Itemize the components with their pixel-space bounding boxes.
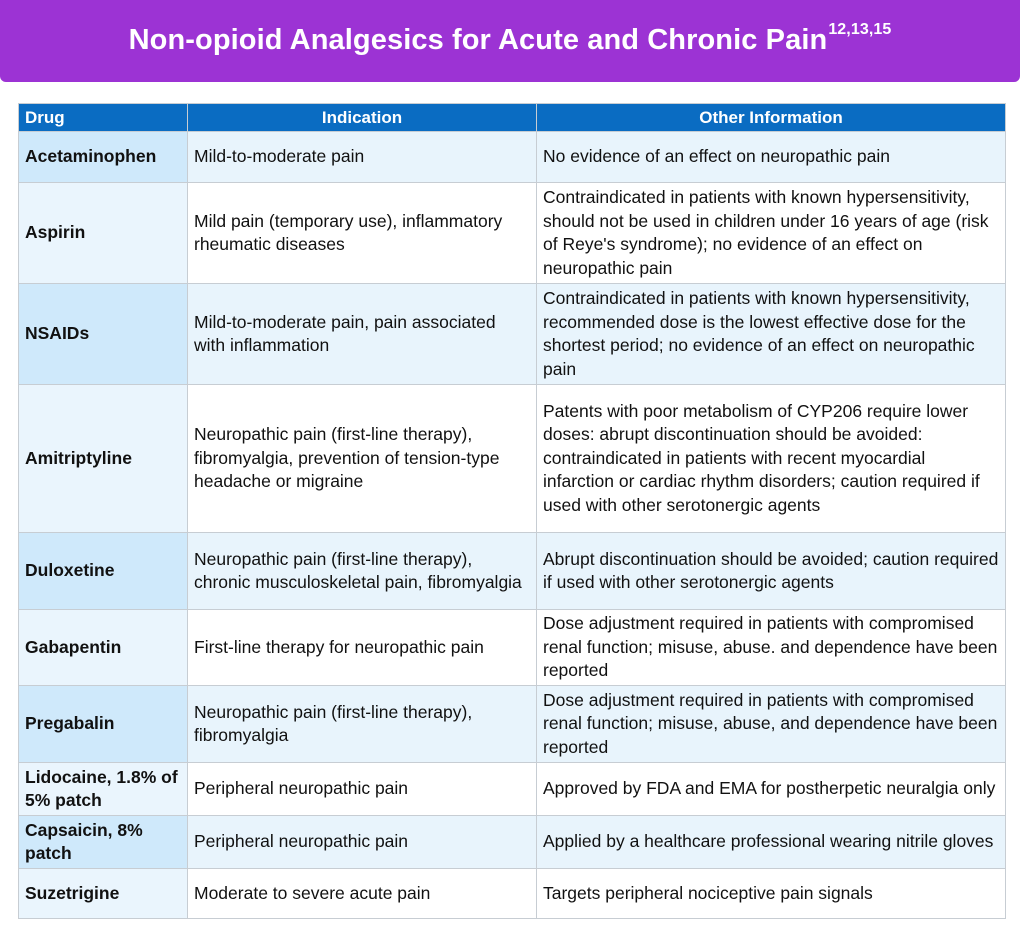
drug-cell: Capsaicin, 8% patch [19,816,188,869]
info-cell: Dose adjustment required in patients with compromised renal function; misuse, abuse. and dependence have been reported [537,610,1006,686]
info-cell: Abrupt discontinuation should be avoided; caution required if used with other serotonergic agents [537,533,1006,610]
indication-cell: First-line therapy for neuropathic pain [188,610,537,686]
table-row [19,385,1006,533]
info-cell: Dose adjustment required in patients with compromised renal function; misuse, abuse, and dependence have been reported [537,686,1006,763]
table-header-row [19,104,1006,132]
table-row [19,610,1006,686]
table-row [19,183,1006,284]
info-cell: Contraindicated in patients with known hypersensitivity, recommended dose is the lowest effective dose for the shortest period; no evidence of an effect on neuropathic pain [537,284,1006,385]
analgesics-table [18,103,1006,919]
header-other-information: Other Information [537,104,1006,132]
indication-cell: Neuropathic pain (first-line therapy), fibromyalgia [188,686,537,763]
drug-cell: Aspirin [19,183,188,284]
table-row [19,686,1006,763]
table-row [19,816,1006,869]
drug-cell: Gabapentin [19,610,188,686]
header-indication: Indication [188,104,537,132]
info-cell: Patents with poor metabolism of CYP206 require lower doses: abrupt discontinuation should be avoided: contraindicated in patients with recent myocardial infarction or cardiac rhythm disorders; caution required if used with other serotonergic agents [537,385,1006,533]
drug-cell: Suzetrigine [19,869,188,919]
drug-cell: Duloxetine [19,533,188,610]
title-banner [0,0,1020,82]
drug-cell: Lidocaine, 1.8% of 5% patch [19,763,188,816]
drug-cell: Amitriptyline [19,385,188,533]
indication-cell: Mild-to-moderate pain, pain associated with inflammation [188,284,537,385]
drug-cell: Pregabalin [19,686,188,763]
indication-cell: Moderate to severe acute pain [188,869,537,919]
table-row [19,869,1006,919]
indication-cell: Neuropathic pain (first-line therapy), chronic musculoskeletal pain, fibromyalgia [188,533,537,610]
indication-cell: Neuropathic pain (first-line therapy), fibromyalgia, prevention of tension-type headache or migraine [188,385,537,533]
table-row [19,763,1006,816]
page-title [128,20,892,57]
table-row [19,284,1006,385]
info-cell: Targets peripheral nociceptive pain signals [537,869,1006,919]
info-cell: Approved by FDA and EMA for postherpetic neuralgia only [537,763,1006,816]
indication-cell: Peripheral neuropathic pain [188,763,537,816]
table-row [19,533,1006,610]
table-row [19,132,1006,183]
info-cell: Applied by a healthcare professional wearing nitrile gloves [537,816,1006,869]
info-cell: Contraindicated in patients with known hypersensitivity, should not be used in children under 16 years of age (risk of Reye's syndrome); no evidence of an effect on neuropathic pain [537,183,1006,284]
indication-cell: Mild-to-moderate pain [188,132,537,183]
drug-cell: Acetaminophen [19,132,188,183]
indication-cell: Peripheral neuropathic pain [188,816,537,869]
title-text: Non-opioid Analgesics for Acute and Chronic Pain [128,23,828,56]
header-drug: Drug [19,104,188,132]
info-cell: No evidence of an effect on neuropathic pain [537,132,1006,183]
drug-cell: NSAIDs [19,284,188,385]
title-references: 12,13,15 [828,20,892,38]
indication-cell: Mild pain (temporary use), inflammatory rheumatic diseases [188,183,537,284]
